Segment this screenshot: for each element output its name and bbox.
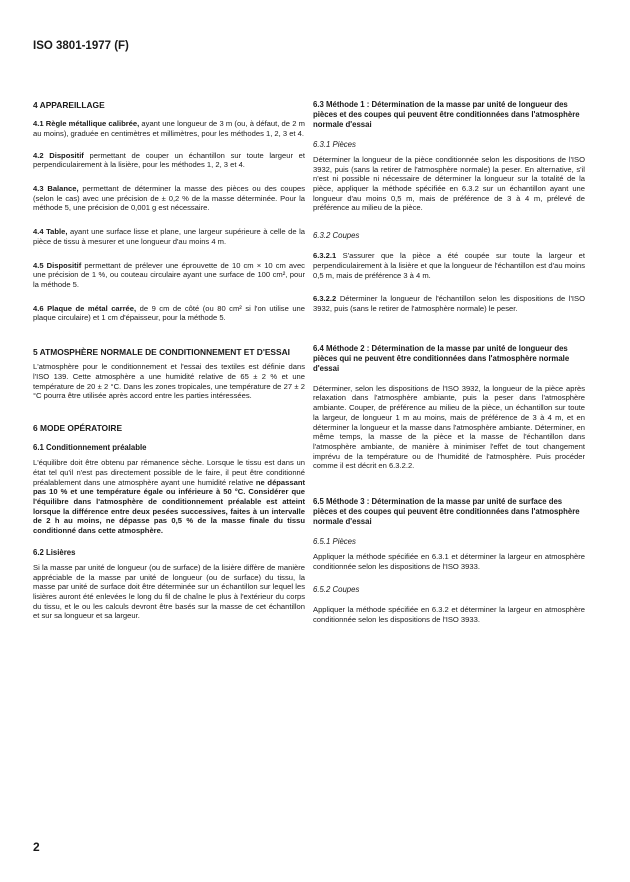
page-number: 2 — [33, 840, 40, 854]
section-6-3-title: 6.3 Méthode 1 : Détermination de la masse par unité de longueur des pièces et des coupes qui peuvent être conditionnées dans l'atmosphère normale d'essai — [313, 100, 580, 129]
section-6-1-text: L'équilibre doit être obtenu par rémanence sèche. Lorsque le tissu est dans un état tel qu'il n'est pas directement possible de le faire, il peut être conditionné préalablement dans une atmosphère ayant une humidité relative ne dépassant pas 10 % et une température égale ou inférieure à 50 °C. Considérer que l'équilibre dans l'atmosphère de conditionnement préalable est atteint lorsque la différence entre deux pesées successives, faites à un intervalle de 2 h au moins, ne dépasse pas 0,5 % de la masse finale du tissu conditionné dans cette atmosphère. — [33, 458, 305, 536]
section-5-title: 5 ATMOSPHÈRE NORMALE DE CONDITIONNEMENT ET D'ESSAI — [33, 347, 290, 358]
section-6-4-title: 6.4 Méthode 2 : Détermination de la masse par unité de longueur des pièces qui ne peuvent être conditionnées dans l'atmosphère normale d'essai — [313, 343, 570, 373]
section-6-2-text: Si la masse par unité de longueur (ou de surface) de la lisière diffère de manière appréciable de la masse par unité de longueur (ou de surface) du tissu, la masse par unité de surface doit être déterminée sur un échantillon sur lequel les lisières auront été enlevées le long du fil de chaîne le plus à l'extérieur du corps du tissu, et le ou les calculs devront être basés sur la masse de cet échantillon et sur sa longueur et sa largeur. — [33, 562, 305, 621]
clause-6-3-2-2: 6.3.2.2 Déterminer la longueur de l'échantillon selon les dispositions de l'ISO 3932, puis (sans le retirer de l'atmosphère normale) le peser. — [313, 294, 585, 314]
section-6-3-1-title: 6.3.1 Pièces — [313, 139, 356, 149]
section-6-5-1-title: 6.5.1 Pièces — [313, 537, 356, 547]
section-6-1-title: 6.1 Conditionnement préalable — [33, 443, 147, 453]
left-column — [33, 100, 305, 633]
section-6-4-text: Déterminer, selon les dispositions de l'ISO 3932, la longueur de la pièce après relaxation dans l'atmosphère ambiante, puis la peser dans l'atmosphère ambiante. Couper, de préférence au milieu de la pièce, un échantillon sur toute la largeur, de longueur 1 m au moins, mais de préférence de 3 à 4 m, et en déterminer la longueur et la masse dans l'atmosphère ambiante. Déterminer, en même temps, la masse de la pièce et la masse de l'échantillon dans l'atmosphère ambiante, de manière à minimiser l'effet de tout changement imprévu de la température ou de l'humidité de l'atmosphère. Puis procéder comme il est décrit en 6.3.2.2. — [313, 383, 585, 471]
section-6-3-1-text: Déterminer la longueur de la pièce conditionnée selon les dispositions de l'ISO 3932, puis (sans la retirer de l'atmosphère normale) la peser. En alternative, s'il n'est ni possible ni nécessaire de déterminer la longueur sur la totalité de la pièce, appliquer la méthode spécifiée en 6.3.2 sur un échantillon ayant une longueur d'au moins 0,5 m, mais de préférence de 3 à 4 m, prélevé de préférence au milieu de la pièce. — [313, 154, 585, 213]
section-6-2-title: 6.2 Lisières — [33, 547, 76, 557]
section-6-5-title: 6.5 Méthode 3 : Détermination de la masse par unité de surface des pièces et des coupes qui peuvent être conditionnées dans l'atmosphère normale d'essai — [313, 497, 580, 527]
clause-4-6: 4.6 Plaque de métal carrée, de 9 cm de côté (ou 80 cm² si l'on utilise une plaque circulaire) et 1 cm d'épaisseur, pour la méthode 5. — [33, 303, 305, 323]
section-5-text: L'atmosphère pour le conditionnement et l'essai des textiles est définie dans l'ISO 139. Cette atmosphère a une humidité relative de 65 ± 2 % et une température de 20 ± 2 °C. Dans les zones tropicales, une température de 27 ± 2 °C pourra être utilisée après accord entre les parties intéressées. — [33, 362, 305, 401]
section-6-3-2-title: 6.3.2 Coupes — [313, 231, 360, 241]
section-6-title: 6 MODE OPÉRATOIRE — [33, 423, 123, 434]
clause-4-4: 4.4 Table, ayant une surface lisse et plane, une largeur supérieure à celle de la pièce de tissu à mesurer et une longueur d'au moins 4 m. — [33, 227, 305, 246]
document-header: ISO 3801-1977 (F) — [33, 40, 129, 52]
clause-4-5: 4.5 Dispositif permettant de prélever une éprouvette de 10 cm × 10 cm avec une précision de 1 %, ou couteau circulaire ayant une surface de 100 cm², pour la méthode 5. — [33, 260, 305, 289]
right-column — [313, 100, 585, 637]
clause-4-1: 4.1 Règle métallique calibrée, ayant une longueur de 3 m (ou, à défaut, de 2 m au moins), graduée en centimètres et millimètres, pour les méthodes 1, 2, 3 et 4. — [33, 119, 305, 138]
section-6-5-2-text: Appliquer la méthode spécifiée en 6.3.2 et déterminer la largeur en atmosphère conditionnée selon les dispositions de l'ISO 3933. — [313, 605, 585, 625]
clause-6-3-2-1: 6.3.2.1 S'assurer que la pièce a été coupée sur toute la largeur et perpendiculairement à la lisière et que la longueur de l'échantillon est d'au moins 0,5 m, mais de préférence 3 à 4 m. — [313, 251, 585, 280]
clause-4-2: 4.2 Dispositif permettant de couper un échantillon sur toute largeur et perpendiculairement à la lisière, pour les méthodes 1, 2, 3 et 4. — [33, 150, 305, 170]
clause-4-3: 4.3 Balance, permettant de déterminer la masse des pièces ou des coupes (selon le cas) avec une précision de ± 0,2 % de la masse déterminée. Pour la méthode 5, une précision de 0,001 g est nécessaire. — [33, 183, 305, 213]
section-6-5-1-text: Appliquer la méthode spécifiée en 6.3.1 et déterminer la largeur en atmosphère conditionnée selon les dispositions de l'ISO 3933. — [313, 552, 585, 571]
section-4-title: 4 APPAREILLAGE — [33, 100, 105, 110]
section-6-5-2-title: 6.5.2 Coupes — [313, 585, 360, 595]
